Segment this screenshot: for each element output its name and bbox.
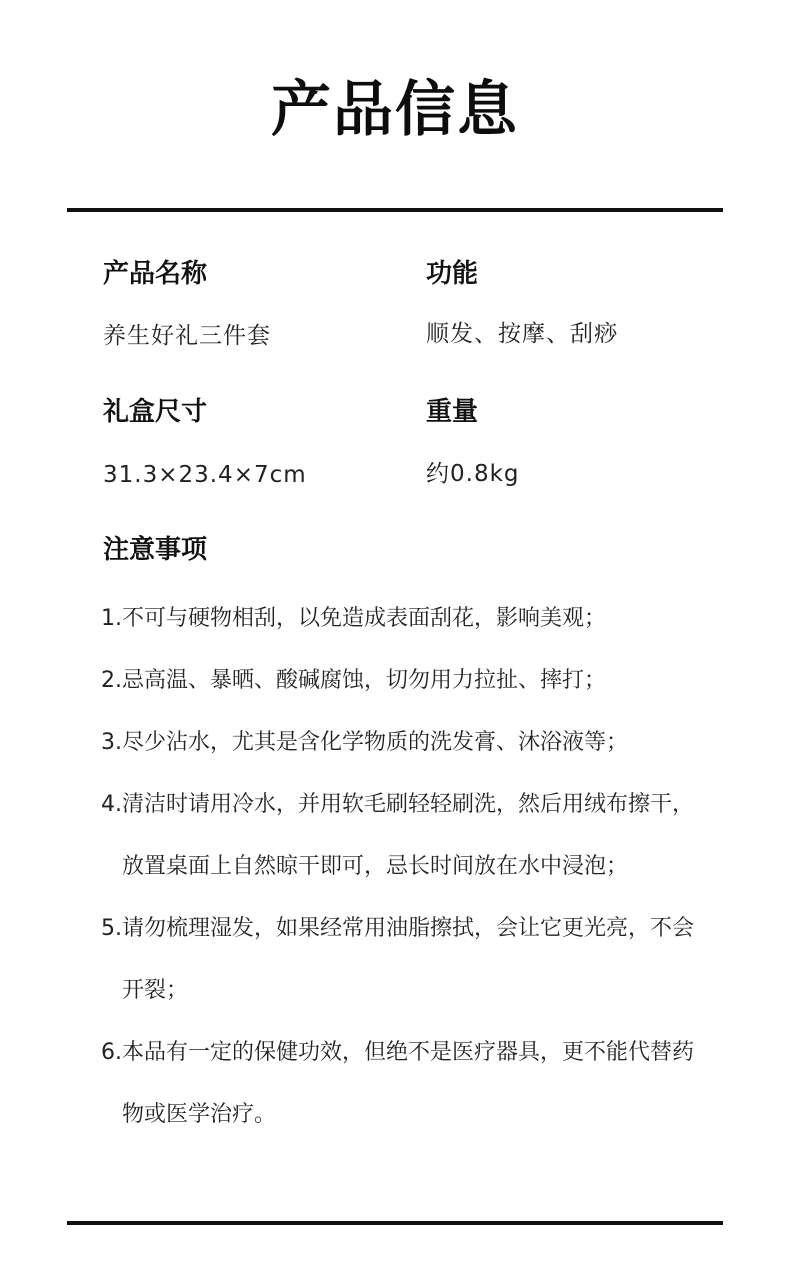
note-text: 请勿梳理湿发，如果经常用油脂擦拭，会让它更光亮，不会开裂； bbox=[122, 916, 695, 1003]
note-number: 3. bbox=[101, 730, 122, 755]
top-divider bbox=[67, 208, 723, 212]
weight-value: 约0.8kg bbox=[426, 461, 520, 487]
note-text: 尽少沾水，尤其是含化学物质的洗发膏、沐浴液等； bbox=[122, 730, 629, 755]
note-text: 本品有一定的保健功效，但绝不是医疗器具，更不能代替药物或医学治疗。 bbox=[122, 1040, 695, 1127]
note-number: 1. bbox=[101, 606, 122, 631]
note-number: 2. bbox=[101, 668, 122, 693]
note-item bbox=[101, 1022, 701, 1146]
note-item bbox=[101, 898, 701, 1022]
bottom-divider bbox=[67, 1221, 723, 1225]
box-size-label: 礼盒尺寸 bbox=[103, 397, 208, 427]
product-name-value: 养生好礼三件套 bbox=[103, 323, 271, 349]
note-item bbox=[101, 588, 701, 650]
product-name-label: 产品名称 bbox=[103, 259, 208, 289]
box-size-value: 31.3×23.4×7cm bbox=[103, 462, 307, 488]
note-number: 6. bbox=[101, 1040, 122, 1065]
note-text: 忌高温、暴晒、酸碱腐蚀，切勿用力拉扯、摔打； bbox=[122, 668, 607, 693]
note-text: 清洁时请用冷水，并用软毛刷轻轻刷洗，然后用绒布擦干，放置桌面上自然晾干即可，忌长时间放在水中浸泡； bbox=[122, 792, 695, 879]
weight-label: 重量 bbox=[426, 397, 479, 427]
note-number: 5. bbox=[101, 916, 122, 941]
function-label: 功能 bbox=[426, 259, 479, 289]
note-text: 不可与硬物相刮，以免造成表面刮花，影响美观； bbox=[122, 606, 607, 631]
note-item bbox=[101, 650, 701, 712]
function-value: 顺发、按摩、刮痧 bbox=[426, 321, 618, 347]
notes-list bbox=[101, 588, 701, 1146]
note-item bbox=[101, 774, 701, 898]
note-item bbox=[101, 712, 701, 774]
notes-heading: 注意事项 bbox=[103, 535, 208, 565]
page-title: 产品信息 bbox=[271, 75, 519, 145]
note-number: 4. bbox=[101, 792, 122, 817]
